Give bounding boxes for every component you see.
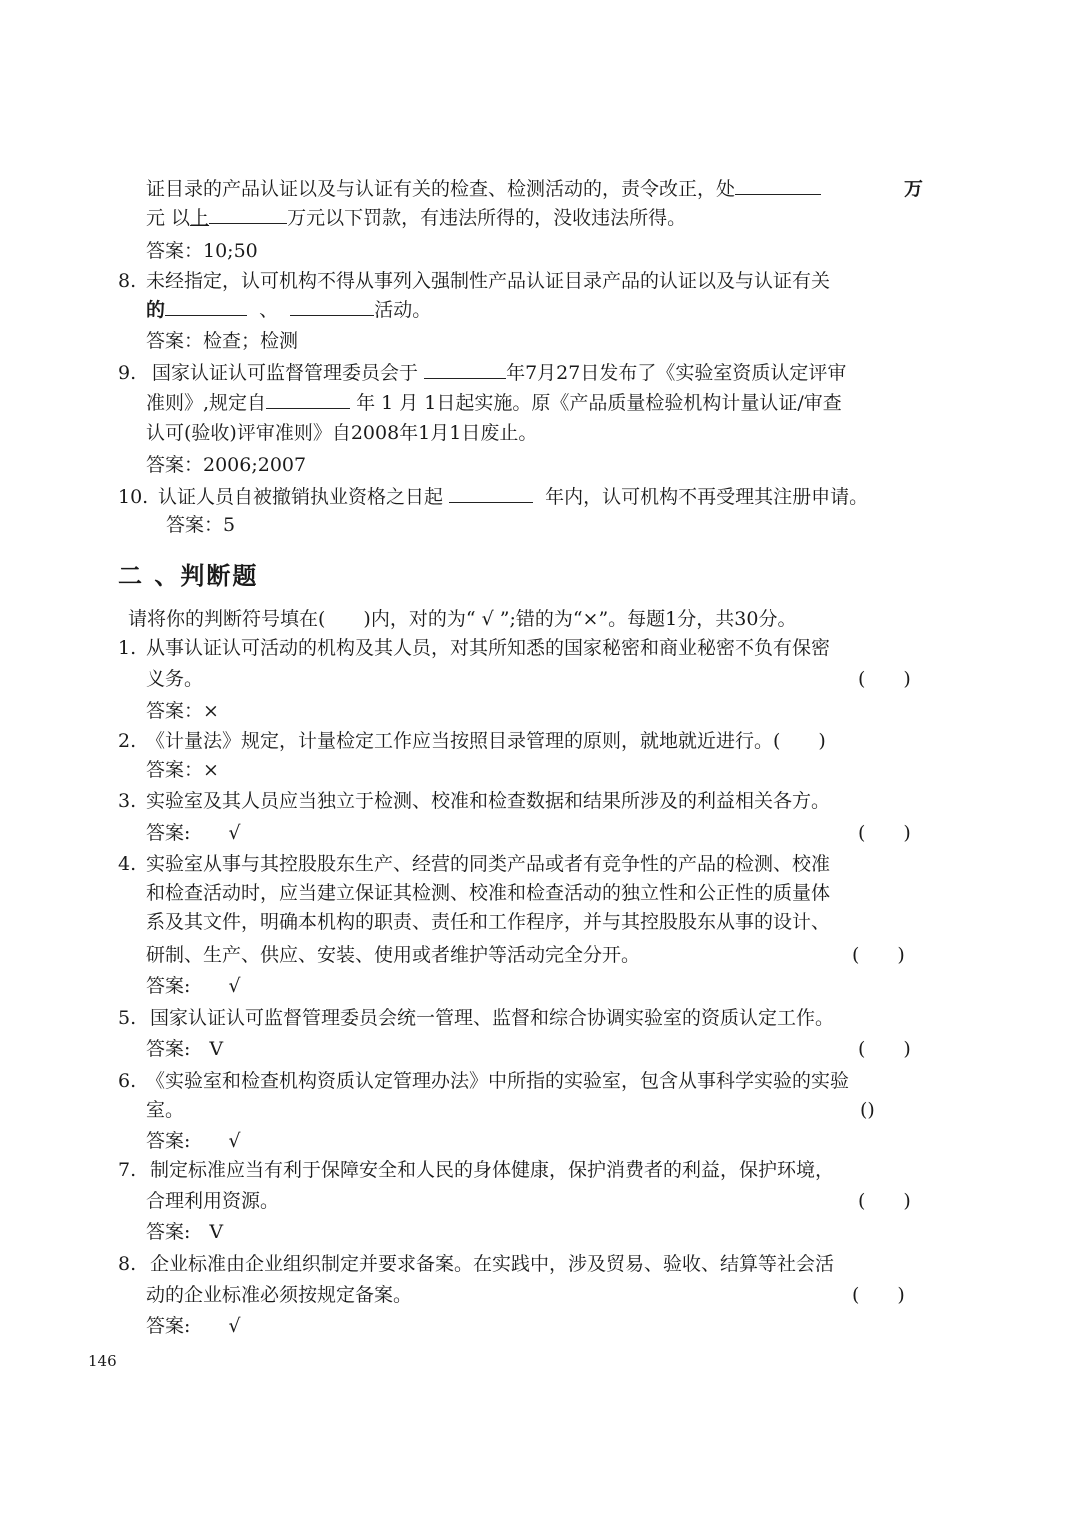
blank-q10-1[interactable] [449, 484, 533, 503]
tf-q1-number: 1. [118, 637, 137, 659]
tf-q4-line2: 和检查活动时，应当建立保证其检测、校准和检查活动的独立性和公正性的质量体 [146, 882, 831, 904]
q7-line2: 元 以上 万元以下罚款，有违法所得的，没收违法所得。 [146, 207, 687, 229]
tf-q4-number: 4. [118, 853, 137, 875]
tf-q3-answer-box[interactable]: ( ) [858, 822, 911, 844]
tf-q5-answer-box[interactable]: ( ) [858, 1038, 911, 1060]
tf-q3-answer: 答案: √ [146, 822, 241, 844]
tf-q7-number: 7. [118, 1159, 137, 1181]
tf-q6-line1: 《实验室和检查机构资质认定管理办法》中所指的实验室，包含从事科学实验的实验 [146, 1070, 850, 1092]
q10-answer: 答案：5 [166, 514, 236, 536]
tf-q1-answer-box[interactable]: ( ) [858, 668, 911, 690]
q10-number: 10. [118, 486, 149, 508]
tf-q4-line3: 系及其文件，明确本机构的职责、责任和工作程序，并与其控股股东从事的设计、 [146, 911, 831, 933]
q8-line2: 的 、 活动。 [146, 299, 432, 321]
tf-q4-line1: 实验室从事与其控股股东生产、经营的同类产品或者有竞争性的产品的检测、校准 [146, 853, 831, 875]
q9-line3: 认可(验收)评审准则》自2008年1月1日废止。 [146, 422, 538, 444]
blank-q7-1[interactable] [735, 176, 821, 195]
tf-q4-line4: 研制、生产、供应、安装、使用或者维护等活动完全分开。 [146, 944, 641, 966]
tf-q4-answer-box[interactable]: ( ) [852, 944, 905, 966]
tf-q3-number: 3. [118, 790, 137, 812]
section-instructions: 请将你的判断符号填在( )内，对的为“ √ ”;错的为“×”。每题1分，共30分。 [128, 608, 797, 630]
tf-q2-line1: 《计量法》规定，计量检定工作应当按照目录管理的原则，就地就近进行。( ) [146, 730, 826, 752]
q7-answer: 答案：10;50 [146, 240, 258, 262]
tf-q7-answer: 答案: V [146, 1221, 224, 1243]
section-title: 二 、判断题 [118, 561, 259, 590]
q8-number: 8. [118, 270, 137, 292]
tf-q3-line1: 实验室及其人员应当独立于检测、校准和检查数据和结果所涉及的利益相关各方。 [146, 790, 831, 812]
tf-q6-answer-box[interactable]: () [860, 1099, 875, 1121]
q10-line1: 认证人员自被撤销执业资格之日起 年内，认可机构不再受理其注册申请。 [158, 486, 869, 508]
tf-q5-number: 5. [118, 1007, 137, 1029]
blank-q8-2[interactable] [290, 297, 374, 316]
q9-line2: 准则》,规定自 年 1 月 1日起实施。原《产品质量检验机构计量认证/审查 [146, 392, 842, 414]
page-number: 146 [88, 1352, 117, 1370]
tf-q6-number: 6. [118, 1070, 137, 1092]
tf-q1-answer: 答案：× [146, 700, 219, 722]
tf-q5-answer: 答案: V [146, 1038, 224, 1060]
blank-q9-1[interactable] [424, 360, 506, 379]
q8-answer: 答案：检查；检测 [146, 330, 299, 352]
q7-line1-end: 万 [904, 178, 924, 200]
tf-q6-line2: 室。 [146, 1099, 185, 1121]
q9-number: 9. [118, 362, 137, 384]
tf-q2-answer: 答案：× [146, 759, 219, 781]
tf-q5-line1: 国家认证认可监督管理委员会统一管理、监督和综合协调实验室的资质认定工作。 [150, 1007, 835, 1029]
blank-q7-2[interactable] [209, 205, 287, 224]
tf-q4-answer: 答案: √ [146, 975, 241, 997]
q9-answer: 答案：2006;2007 [146, 454, 307, 476]
tf-q1-line2: 义务。 [146, 668, 204, 690]
tf-q8-answer: 答案: √ [146, 1315, 241, 1337]
blank-q9-2[interactable] [266, 390, 350, 409]
tf-q8-line2: 动的企业标准必须按规定备案。 [146, 1284, 413, 1306]
tf-q7-line2: 合理利用资源。 [146, 1190, 280, 1212]
q7-line1: 证目录的产品认证以及与认证有关的检查、检测活动的，责令改正，处 [146, 176, 821, 202]
tf-q2-number: 2. [118, 730, 137, 752]
tf-q8-number: 8. [118, 1253, 137, 1275]
q9-line1: 国家认证认可监督管理委员会于 年7月27日发布了《实验室资质认定评审 [152, 362, 847, 384]
tf-q7-answer-box[interactable]: ( ) [858, 1190, 911, 1212]
tf-q8-answer-box[interactable]: ( ) [852, 1284, 905, 1306]
tf-q8-line1: 企业标准由企业组织制定并要求备案。在实践中，涉及贸易、验收、结算等社会活 [150, 1253, 835, 1275]
tf-q6-answer: 答案: √ [146, 1130, 241, 1152]
blank-q8-1[interactable] [165, 297, 247, 316]
q8-line1: 未经指定，认可机构不得从事列入强制性产品认证目录产品的认证以及与认证有关 [146, 270, 831, 292]
tf-q7-line1: 制定标准应当有利于保障安全和人民的身体健康，保护消费者的利益，保护环境， [150, 1159, 835, 1181]
tf-q1-line1: 从事认证认可活动的机构及其人员，对其所知悉的国家秘密和商业秘密不负有保密 [146, 637, 831, 659]
